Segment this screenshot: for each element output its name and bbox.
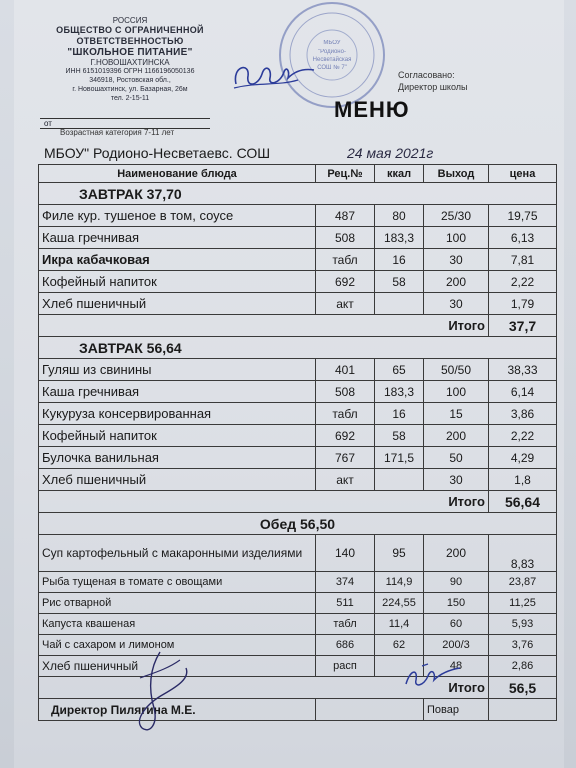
dish-name: Кофейный напиток [39, 425, 316, 447]
price: 8,83 [489, 535, 557, 572]
kcal: 16 [375, 249, 424, 271]
total-label: Итого [39, 677, 489, 699]
kcal: 65 [375, 359, 424, 381]
recipe-no: акт [316, 469, 375, 491]
output: 15 [424, 403, 489, 425]
total-label: Итого [39, 315, 489, 337]
org-line: "ШКОЛЬНОЕ ПИТАНИЕ" [67, 47, 193, 58]
price: 3,86 [489, 403, 557, 425]
total-row [39, 677, 557, 699]
output: 50 [424, 447, 489, 469]
recipe-no: 686 [316, 635, 375, 656]
dish-name: Хлеб пшеничный [39, 656, 316, 677]
output: 150 [424, 593, 489, 614]
kcal: 11,4 [375, 614, 424, 635]
org-line: ОБЩЕСТВО С ОГРАНИЧЕННОЙ [56, 25, 204, 35]
svg-text:"Родионо-: "Родионо- [318, 49, 346, 55]
recipe-no: 692 [316, 271, 375, 293]
table-row [39, 249, 557, 271]
kcal: 183,3 [375, 381, 424, 403]
output: 200 [424, 271, 489, 293]
dish-name: Хлеб пшеничный [39, 469, 316, 491]
col-header-output: Выход [424, 165, 489, 183]
col-header-dish: Наименование блюда [39, 165, 316, 183]
table-row [39, 614, 557, 635]
footer-blank [316, 699, 424, 721]
price: 23,87 [489, 572, 557, 593]
section-row [39, 337, 557, 359]
table-row [39, 293, 557, 315]
svg-text:МБОУ: МБОУ [323, 40, 341, 46]
org-line: тел. 2-15-11 [110, 95, 150, 102]
kcal: 114,9 [375, 572, 424, 593]
total-label: Итого [39, 491, 489, 513]
director-approval-signature [228, 56, 318, 96]
price: 6,13 [489, 227, 557, 249]
output: 48 [424, 656, 489, 677]
output: 30 [424, 469, 489, 491]
table-row [39, 469, 557, 491]
kcal: 16 [375, 403, 424, 425]
recipe-no: акт [316, 293, 375, 315]
menu-table [38, 164, 557, 721]
table-row [39, 359, 557, 381]
kcal [375, 469, 424, 491]
recipe-no: 374 [316, 572, 375, 593]
output: 200/3 [424, 635, 489, 656]
cook-signature [398, 662, 468, 692]
recipe-no: 401 [316, 359, 375, 381]
recipe-no: табл [316, 614, 375, 635]
price: 6,14 [489, 381, 557, 403]
table-row [39, 656, 557, 677]
total-value: 56,64 [489, 491, 557, 513]
table-row [39, 403, 557, 425]
recipe-no: 508 [316, 227, 375, 249]
table-row [39, 271, 557, 293]
kcal: 95 [375, 535, 424, 572]
output: 100 [424, 227, 489, 249]
output: 50/50 [424, 359, 489, 381]
age-category: Возрастная категория 7-11 лет [60, 128, 175, 137]
kcal: 80 [375, 205, 424, 227]
price: 1,79 [489, 293, 557, 315]
table-row [39, 227, 557, 249]
table-row [39, 205, 557, 227]
org-line: Г.НОВОШАХТИНСКА [90, 58, 170, 67]
dish-name: Икра кабачковая [39, 249, 316, 271]
price: 4,29 [489, 447, 557, 469]
dish-name: Суп картофельный с макаронными изделиями [39, 535, 316, 572]
cook-sign-cell [489, 699, 557, 721]
output: 90 [424, 572, 489, 593]
page-title: МЕНЮ [334, 97, 410, 122]
total-value: 37,7 [489, 315, 557, 337]
approval-role: Директор школы [398, 82, 468, 92]
recipe-no: 692 [316, 425, 375, 447]
dish-name: Рыба тущеная в томате с овощами [39, 572, 316, 593]
dish-name: Филе кур. тушеное в том, соусе [39, 205, 316, 227]
org-line: 346918, Ростовская обл., [89, 77, 171, 84]
school-name: МБОУ" Родионо-Несветаевс. СОШ [44, 145, 271, 161]
col-header-kcal: ккал [375, 165, 424, 183]
price: 2,86 [489, 656, 557, 677]
dish-name: Капуста квашеная [39, 614, 316, 635]
price: 2,22 [489, 271, 557, 293]
price: 3,76 [489, 635, 557, 656]
recipe-no: расп [316, 656, 375, 677]
output: 30 [424, 249, 489, 271]
kcal: 58 [375, 425, 424, 447]
section-title-breakfast2: ЗАВТРАК 56,64 [39, 337, 557, 359]
output: 60 [424, 614, 489, 635]
recipe-no: 508 [316, 381, 375, 403]
output: 100 [424, 381, 489, 403]
dish-name: Булочка ванильная [39, 447, 316, 469]
dish-name: Чай с сахаром и лимоном [39, 635, 316, 656]
svg-text:Несветайская: Несветайская [312, 57, 352, 63]
dish-name: Кофейный напиток [39, 271, 316, 293]
section-row [39, 183, 557, 205]
section-title-lunch: Обед 56,50 [39, 513, 557, 535]
recipe-no: табл [316, 403, 375, 425]
organization-header [40, 16, 220, 103]
table-row [39, 593, 557, 614]
dish-name: Каша гречнивая [39, 227, 316, 249]
menu-date: 24 мая 2021г [347, 145, 434, 161]
director-signature [120, 648, 200, 738]
approval-block [398, 69, 468, 93]
price: 19,75 [489, 205, 557, 227]
director-label: Директор Пилягина М.Е. [39, 699, 316, 721]
section-row [39, 513, 557, 535]
price: 1,8 [489, 469, 557, 491]
output: 200 [424, 535, 489, 572]
output: 200 [424, 425, 489, 447]
col-header-recipe: Рец.№ [316, 165, 375, 183]
svg-text:СОШ № 7": СОШ № 7" [317, 65, 347, 71]
kcal: 58 [375, 271, 424, 293]
dish-name: Хлеб пшеничный [39, 293, 316, 315]
price: 2,22 [489, 425, 557, 447]
dish-name: Гуляш из свинины [39, 359, 316, 381]
signature-line [40, 118, 210, 119]
kcal: 183,3 [375, 227, 424, 249]
price: 5,93 [489, 614, 557, 635]
kcal: 171,5 [375, 447, 424, 469]
price: 38,33 [489, 359, 557, 381]
table-row [39, 425, 557, 447]
recipe-no: 767 [316, 447, 375, 469]
sig-from-label: от [44, 119, 52, 128]
table-row [39, 447, 557, 469]
output: 30 [424, 293, 489, 315]
price: 7,81 [489, 249, 557, 271]
org-line: РОССИЯ [112, 16, 148, 25]
recipe-no: 487 [316, 205, 375, 227]
cook-label: Повар [424, 699, 489, 721]
org-line: ИНН 6151019396 ОГРН 1166196050136 [65, 68, 195, 75]
recipe-no: 511 [316, 593, 375, 614]
col-header-price: цена [489, 165, 557, 183]
table-header-row [39, 165, 557, 183]
table-row [39, 572, 557, 593]
section-title-breakfast1: ЗАВТРАК 37,70 [39, 183, 557, 205]
kcal: 62 [375, 635, 424, 656]
footer-row [39, 699, 557, 721]
recipe-no: табл [316, 249, 375, 271]
table-row [39, 635, 557, 656]
table-row [39, 535, 557, 572]
org-line: ОТВЕТСТВЕННОСТЬЮ [76, 36, 184, 46]
total-value: 56,5 [489, 677, 557, 699]
price: 11,25 [489, 593, 557, 614]
total-row [39, 315, 557, 337]
output: 25/30 [424, 205, 489, 227]
dish-name: Каша гречнивая [39, 381, 316, 403]
total-row [39, 491, 557, 513]
kcal: 224,55 [375, 593, 424, 614]
kcal [375, 293, 424, 315]
approval-label: Согласовано: [398, 70, 455, 80]
org-line: г. Новошахтинск, ул. Базарная, 26м [72, 86, 188, 93]
dish-name: Рис отварной [39, 593, 316, 614]
dish-name: Кукуруза консервированная [39, 403, 316, 425]
table-row [39, 381, 557, 403]
recipe-no: 140 [316, 535, 375, 572]
